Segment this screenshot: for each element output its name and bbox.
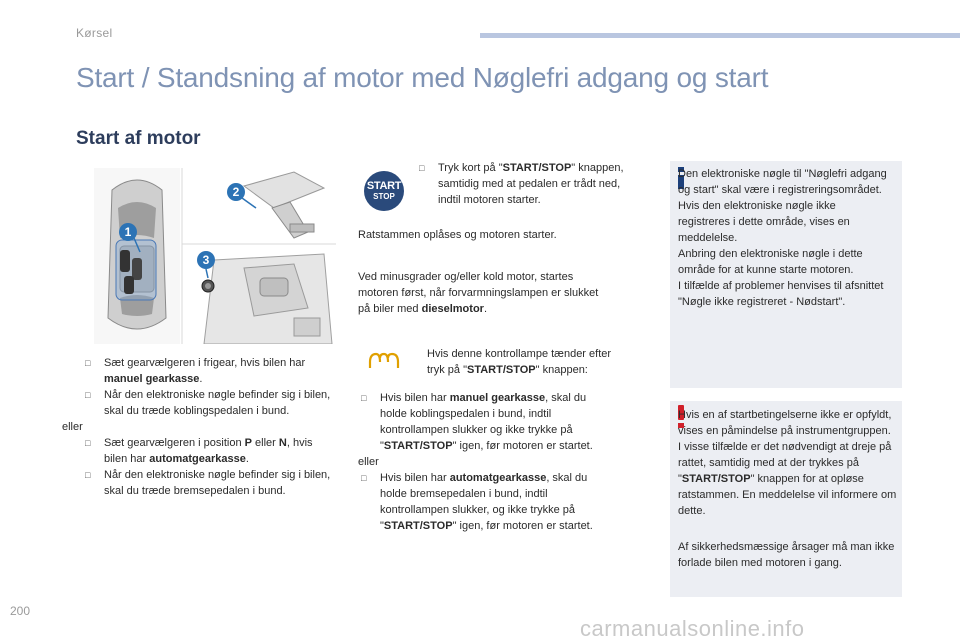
watermark: carmanualsonline.info xyxy=(580,616,805,641)
bullet-auto-position: □ Sæt gearvælgeren i position P eller N, hvis bilen har automatgearkasse. xyxy=(82,435,338,467)
page-title: Start / Standsning af motor med Nøglefri adgang og start xyxy=(76,62,769,93)
key-zone-illustration xyxy=(94,168,336,344)
warning-text-1: Hvis en af startbetingelserne ikke er opfyldt, vises en påmindelse på instrumentgruppen. I visse tilfælde er det nødvendigt at dreje på rattet, samtidig med at der trykkes på "START/STOP" knappen for at opløse ratstammen. En meddelelse vil informere om dette. xyxy=(678,409,897,517)
cold-start-text: Ved minusgrader og/eller kold motor, startes motoren først, når forvarmningslampen er slukket på biler med dieselmotor. xyxy=(358,271,599,315)
or-separator-2: eller xyxy=(358,456,379,468)
bullet-lamp-auto: □ Hvis bilen har automatgearkasse, skal du holde bremsepedalen i bund, indtil kontrollampen slukker, og ikke trykke på "START/STOP" igen, før motoren er startet. xyxy=(358,470,608,534)
page-number: 200 xyxy=(10,604,31,618)
warning-text-2: Af sikkerhedsmæssige årsager må man ikke forlade bilen med motoren i gang. xyxy=(678,541,895,569)
info-text: Den elektroniske nøgle til "Nøglefri adgang og start" skal være i registreringsområdet. Hvis den elektroniske nøgle ikke registreres i dette område, vises en meddelelse. Anbring den elektroniske nøgle i dette område for at kunne starte motoren. I tilfælde af problemer henvises til afsnittet "Nøgle ikke registreret - Nødstart". xyxy=(678,168,887,308)
lamp-condition-text: Hvis denne kontrollampe tænder efter tryk på "START/STOP" knappen: xyxy=(427,348,612,376)
bullet-auto-brake: □ Når den elektroniske nøgle befinder sig i bilen, skal du træde bremsepedalen i bund. xyxy=(82,467,338,499)
bullet-manual-clutch: □ Når den elektroniske nøgle befinder sig i bilen, skal du træde koblingspedalen i bund. xyxy=(82,387,338,419)
callout-2-label: 2 xyxy=(232,185,240,199)
left-instructions xyxy=(62,355,338,499)
center-console-illustration xyxy=(202,254,332,344)
start-label: START xyxy=(366,180,402,192)
callout-1-label: 1 xyxy=(124,225,132,239)
info-box xyxy=(670,161,902,388)
preheating-lamp-icon xyxy=(366,350,402,370)
car-top-view-icon xyxy=(108,180,166,329)
or-separator: eller xyxy=(62,421,83,433)
section-accent-bar xyxy=(480,33,960,38)
start-stop-button-icon xyxy=(364,171,404,211)
press-start-stop-instruction: □ Tryk kort på "START/STOP" knappen, samtidig med at pedalen er trådt ned, indtil motoren starter. xyxy=(416,160,628,208)
stop-label: STOP xyxy=(373,192,395,201)
pedal-illustration xyxy=(244,172,324,238)
section-heading: Start af motor xyxy=(76,128,201,149)
steering-unlock-text: Ratstammen oplåses og motoren starter. xyxy=(358,229,557,241)
bullet-lamp-manual: □ Hvis bilen har manuel gearkasse, skal du holde koblingspedalen i bund, indtil kontrollampen slukker og ikke trykke på "START/STOP" igen, før motoren er startet. xyxy=(358,390,608,454)
callout-3-label: 3 xyxy=(202,253,210,267)
warning-box xyxy=(670,401,902,597)
lamp-instructions xyxy=(358,390,608,534)
bullet-manual-neutral: □ Sæt gearvælgeren i frigear, hvis bilen har manuel gearkasse. xyxy=(82,355,338,387)
section-label: Kørsel xyxy=(76,26,113,40)
